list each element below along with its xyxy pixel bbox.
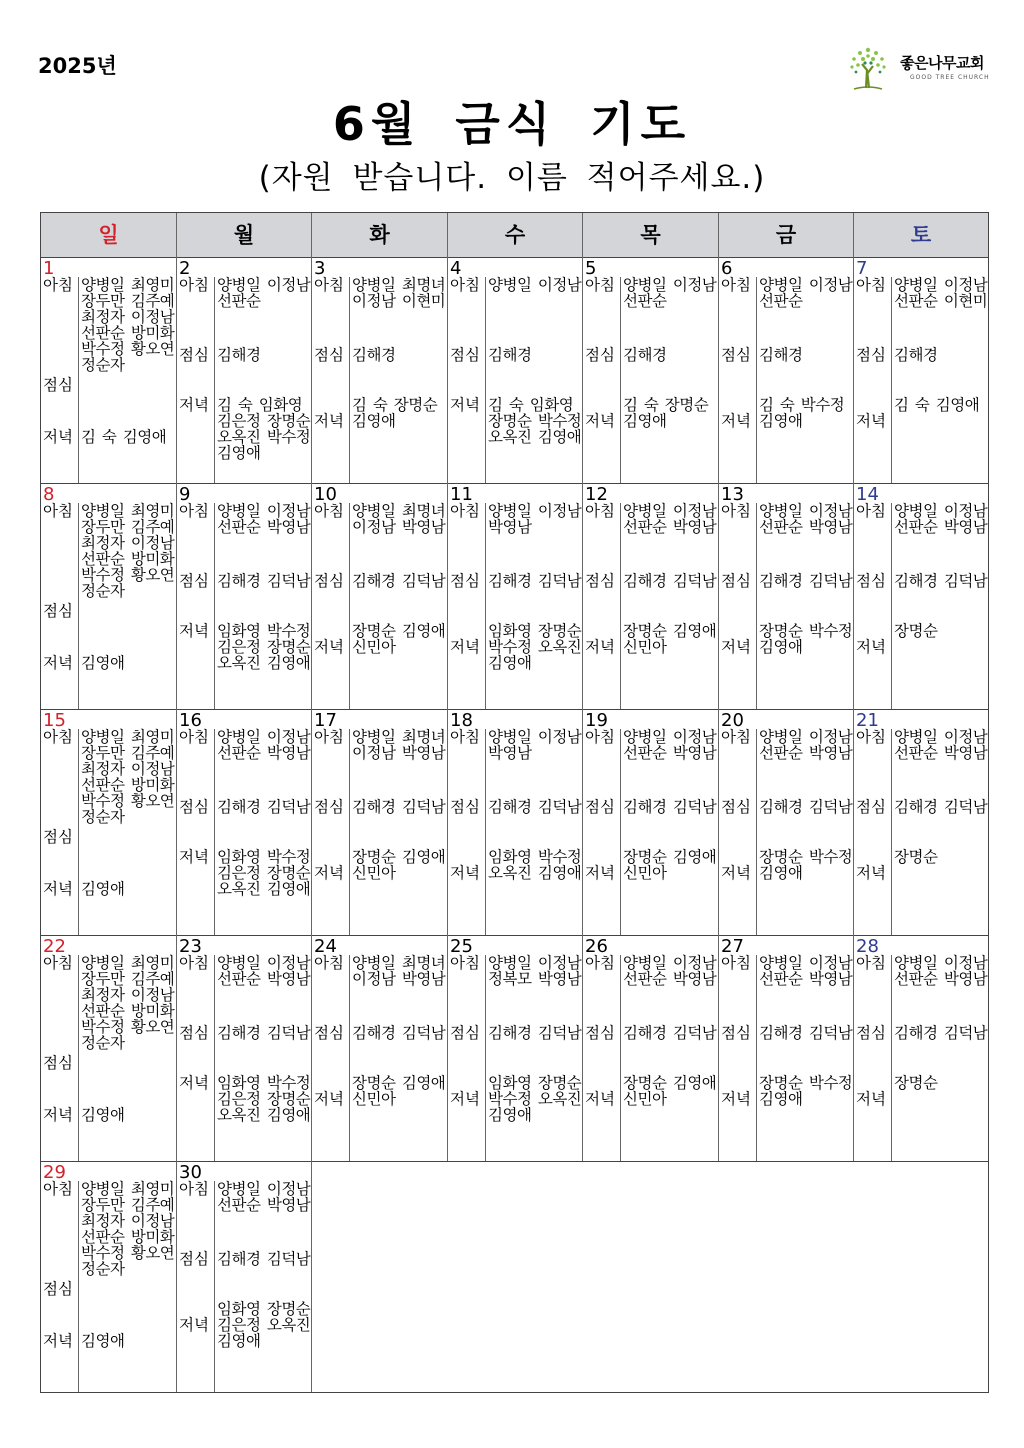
evening-label: 저녁 <box>43 654 73 672</box>
evening-names: 김 숙 장명순 김영애 <box>623 396 709 430</box>
day-number: 28 <box>856 936 879 957</box>
morning-names: 양병일 이정남 선판순 <box>623 276 717 310</box>
evening-label: 저녁 <box>314 1090 344 1108</box>
day-cell[interactable] <box>177 257 312 483</box>
cell-divider <box>78 729 79 935</box>
day-number: 29 <box>43 1162 66 1183</box>
evening-label: 저녁 <box>856 412 886 430</box>
morning-label: 아침 <box>314 954 344 972</box>
page-title: 6월 금식 기도 <box>332 97 692 151</box>
day-cell[interactable] <box>719 257 854 483</box>
lunch-label: 점심 <box>314 798 344 816</box>
day-number: 8 <box>43 484 55 505</box>
lunch-label: 점심 <box>43 828 73 846</box>
lunch-names: 김해경 김덕남 <box>217 572 311 590</box>
evening-label: 저녁 <box>450 864 480 882</box>
day-number: 23 <box>179 936 202 957</box>
church-logo <box>846 44 996 94</box>
year-label: 2025년 <box>38 54 117 78</box>
cell-divider <box>214 955 215 1161</box>
day-number: 27 <box>721 936 744 957</box>
day-number: 21 <box>856 710 879 731</box>
morning-names: 양병일 이정남 선판순 박영남 <box>759 954 853 988</box>
day-number: 11 <box>450 484 473 505</box>
day-number: 16 <box>179 710 202 731</box>
day-number: 26 <box>585 936 608 957</box>
evening-label: 저녁 <box>856 1090 886 1108</box>
morning-label: 아침 <box>43 728 73 746</box>
evening-names: 장명순 <box>894 848 938 866</box>
lunch-label: 점심 <box>179 1250 209 1268</box>
day-cell[interactable] <box>719 935 854 1161</box>
day-number: 24 <box>314 936 337 957</box>
cell-divider <box>620 277 621 483</box>
morning-label: 아침 <box>179 954 209 972</box>
lunch-names: 김해경 김덕남 <box>894 1024 988 1042</box>
church-english-name: GOOD TREE CHURCH <box>910 74 990 81</box>
week-row <box>41 1161 988 1392</box>
day-cell[interactable] <box>312 257 448 483</box>
day-cell[interactable] <box>583 483 719 709</box>
evening-names: 김영애 <box>81 1106 125 1124</box>
lunch-names: 김해경 김덕남 <box>894 798 988 816</box>
evening-label: 저녁 <box>314 638 344 656</box>
evening-label: 저녁 <box>43 1332 73 1350</box>
evening-label: 저녁 <box>585 412 615 430</box>
cell-divider <box>756 503 757 709</box>
morning-names: 양병일 이정남 선판순 박영남 <box>894 728 988 762</box>
cell-divider <box>214 503 215 709</box>
lunch-names: 김해경 <box>759 346 803 364</box>
evening-names: 장명순 김영애 신민아 <box>352 848 446 882</box>
day-number: 17 <box>314 710 337 731</box>
cell-divider <box>485 955 486 1161</box>
morning-names: 양병일 이정남 선판순 박영남 <box>759 502 853 536</box>
evening-names: 장명순 박수정 김영애 <box>759 1074 853 1108</box>
day-number: 5 <box>585 258 597 279</box>
day-cell[interactable] <box>583 935 719 1161</box>
day-number: 30 <box>179 1162 202 1183</box>
morning-names: 양병일 이정남 선판순 박영남 <box>217 728 311 762</box>
lunch-label: 점심 <box>856 572 886 590</box>
day-number: 4 <box>450 258 462 279</box>
lunch-label: 점심 <box>450 346 480 364</box>
evening-label: 저녁 <box>179 396 209 414</box>
day-number: 3 <box>314 258 326 279</box>
evening-names: 임화영 박수정 김은정 장명순 오옥진 김영애 <box>217 1074 311 1124</box>
cell-divider <box>485 277 486 483</box>
morning-label: 아침 <box>179 502 209 520</box>
weekday-mon: 월 <box>177 213 312 257</box>
cell-divider <box>485 729 486 935</box>
lunch-names: 김해경 <box>352 346 396 364</box>
weekday-header <box>41 213 988 258</box>
morning-label: 아침 <box>856 502 886 520</box>
morning-names: 양병일 이정남 선판순 박영남 <box>894 954 988 988</box>
morning-names: 양병일 최명녀 이정남 박영남 <box>352 502 446 536</box>
evening-label: 저녁 <box>179 622 209 640</box>
cell-divider <box>620 729 621 935</box>
evening-label: 저녁 <box>179 848 209 866</box>
evening-names: 장명순 김영애 신민아 <box>623 622 717 656</box>
lunch-names: 김해경 <box>623 346 667 364</box>
morning-names: 양병일 이정남 박영남 <box>488 728 582 762</box>
cell-divider <box>485 503 486 709</box>
morning-names: 양병일 이정남 정복모 박영남 <box>488 954 582 988</box>
day-cell[interactable] <box>854 709 988 935</box>
cell-divider <box>78 503 79 709</box>
lunch-names: 김해경 김덕남 <box>623 572 717 590</box>
cell-divider <box>756 277 757 483</box>
cell-divider <box>756 729 757 935</box>
day-cell[interactable] <box>854 257 988 483</box>
morning-names: 양병일 이정남 선판순 <box>759 276 853 310</box>
lunch-label: 점심 <box>721 572 751 590</box>
morning-label: 아침 <box>856 276 886 294</box>
cell-divider <box>78 955 79 1161</box>
morning-label: 아침 <box>856 954 886 972</box>
day-cell[interactable] <box>177 1161 312 1392</box>
day-cell[interactable] <box>854 935 988 1161</box>
morning-names: 양병일 이정남 선판순 박영남 <box>217 1180 311 1214</box>
lunch-names: 김해경 김덕남 <box>759 1024 853 1042</box>
lunch-label: 점심 <box>314 572 344 590</box>
evening-names: 장명순 김영애 신민아 <box>623 848 717 882</box>
week-row <box>41 709 988 936</box>
calendar-grid <box>40 212 989 1393</box>
morning-names: 양병일 이정남 박영남 <box>488 502 582 536</box>
morning-names: 양병일 이정남 선판순 박영남 <box>623 954 717 988</box>
day-cell[interactable] <box>41 1161 177 1392</box>
evening-label: 저녁 <box>450 1090 480 1108</box>
evening-label: 저녁 <box>585 1090 615 1108</box>
cell-divider <box>891 277 892 483</box>
evening-names: 김 숙 장명순 김영애 <box>352 396 438 430</box>
lunch-names: 김해경 김덕남 <box>759 572 853 590</box>
lunch-names: 김해경 김덕남 <box>488 572 582 590</box>
morning-names: 양병일 최영미 장두만 김주예 최정자 이정남 선판순 방미화 박수정 황오연 정순자 <box>81 502 175 600</box>
morning-names: 양병일 이정남 선판순 이현미 <box>894 276 988 310</box>
morning-label: 아침 <box>314 502 344 520</box>
cell-divider <box>214 277 215 483</box>
lunch-names: 김해경 김덕남 <box>759 798 853 816</box>
morning-label: 아침 <box>450 954 480 972</box>
lunch-names: 김해경 김덕남 <box>217 798 311 816</box>
lunch-label: 점심 <box>721 346 751 364</box>
evening-names: 임화영 박수정 김은정 장명순 오옥진 김영애 <box>217 622 311 672</box>
evening-names: 김 숙 김영애 <box>894 396 980 414</box>
lunch-names: 김해경 <box>488 346 532 364</box>
morning-names: 양병일 이정남 선판순 박영남 <box>623 728 717 762</box>
lunch-label: 점심 <box>43 602 73 620</box>
cell-divider <box>349 729 350 935</box>
day-cell[interactable] <box>719 709 854 935</box>
day-cell[interactable] <box>854 483 988 709</box>
evening-label: 저녁 <box>856 638 886 656</box>
morning-label: 아침 <box>721 954 751 972</box>
evening-names: 임화영 장명순 박수정 오옥진 김영애 <box>488 622 582 672</box>
day-cell[interactable] <box>448 935 583 1161</box>
lunch-names: 김해경 김덕남 <box>488 1024 582 1042</box>
day-number: 6 <box>721 258 733 279</box>
day-cell[interactable] <box>312 935 448 1161</box>
day-number: 22 <box>43 936 66 957</box>
evening-label: 저녁 <box>721 638 751 656</box>
morning-label: 아침 <box>314 276 344 294</box>
morning-label: 아침 <box>43 502 73 520</box>
morning-label: 아침 <box>721 728 751 746</box>
lunch-names: 김해경 김덕남 <box>623 1024 717 1042</box>
week-row <box>41 257 988 484</box>
page-subtitle: (자원 받습니다. 이름 적어주세요.) <box>258 160 766 196</box>
lunch-names: 김해경 김덕남 <box>894 572 988 590</box>
day-cell[interactable] <box>177 935 312 1161</box>
day-cell[interactable] <box>719 483 854 709</box>
day-number: 12 <box>585 484 608 505</box>
morning-label: 아침 <box>179 728 209 746</box>
lunch-label: 점심 <box>721 798 751 816</box>
evening-names: 김 숙 임화영 장명순 박수정 오옥진 김영애 <box>488 396 582 446</box>
day-cell[interactable] <box>583 709 719 935</box>
morning-label: 아침 <box>585 954 615 972</box>
church-name: 좋은나무교회 <box>900 54 984 72</box>
morning-label: 아침 <box>585 728 615 746</box>
tree-logo-icon <box>846 44 890 94</box>
evening-names: 임화영 장명순 박수정 오옥진 김영애 <box>488 1074 582 1124</box>
morning-names: 양병일 이정남 선판순 <box>217 276 311 310</box>
morning-label: 아침 <box>43 276 73 294</box>
lunch-label: 점심 <box>585 798 615 816</box>
evening-label: 저녁 <box>314 412 344 430</box>
cell-divider <box>349 503 350 709</box>
evening-names: 장명순 박수정 김영애 <box>759 848 853 882</box>
lunch-names: 김해경 김덕남 <box>352 572 446 590</box>
lunch-label: 점심 <box>179 798 209 816</box>
morning-label: 아침 <box>314 728 344 746</box>
evening-names: 장명순 <box>894 1074 938 1092</box>
morning-label: 아침 <box>721 502 751 520</box>
day-cell[interactable] <box>41 257 177 483</box>
morning-label: 아침 <box>179 1180 209 1198</box>
evening-label: 저녁 <box>43 1106 73 1124</box>
lunch-label: 점심 <box>585 346 615 364</box>
morning-label: 아침 <box>43 1180 73 1198</box>
cell-divider <box>620 955 621 1161</box>
evening-label: 저녁 <box>585 864 615 882</box>
morning-names: 양병일 이정남 선판순 박영남 <box>623 502 717 536</box>
day-number: 18 <box>450 710 473 731</box>
morning-names: 양병일 최명녀 이정남 박영남 <box>352 728 446 762</box>
day-number: 14 <box>856 484 879 505</box>
day-cell[interactable] <box>312 483 448 709</box>
cell-divider <box>756 955 757 1161</box>
evening-label: 저녁 <box>450 638 480 656</box>
day-cell[interactable] <box>448 483 583 709</box>
evening-names: 임화영 박수정 김은정 장명순 오옥진 김영애 <box>217 848 311 898</box>
morning-label: 아침 <box>179 276 209 294</box>
evening-label: 저녁 <box>585 638 615 656</box>
day-cell[interactable] <box>177 709 312 935</box>
morning-label: 아침 <box>450 502 480 520</box>
cell-divider <box>78 1181 79 1392</box>
lunch-label: 점심 <box>43 1280 73 1298</box>
morning-names: 양병일 최영미 장두만 김주예 최정자 이정남 선판순 방미화 박수정 황오연 정순자 <box>81 954 175 1052</box>
cell-divider <box>214 729 215 935</box>
day-cell[interactable] <box>448 709 583 935</box>
day-cell[interactable] <box>177 483 312 709</box>
lunch-names: 김해경 <box>217 346 261 364</box>
lunch-names: 김해경 <box>894 346 938 364</box>
morning-label: 아침 <box>721 276 751 294</box>
day-number: 13 <box>721 484 744 505</box>
evening-names: 장명순 박수정 김영애 <box>759 622 853 656</box>
day-number: 25 <box>450 936 473 957</box>
evening-names: 장명순 <box>894 622 938 640</box>
cell-divider <box>214 1181 215 1392</box>
lunch-label: 점심 <box>450 1024 480 1042</box>
week-row <box>41 935 988 1162</box>
morning-label: 아침 <box>450 728 480 746</box>
morning-label: 아침 <box>585 502 615 520</box>
cell-divider <box>349 955 350 1161</box>
morning-label: 아침 <box>585 276 615 294</box>
evening-names: 김 숙 임화영 김은정 장명순 오옥진 박수정 김영애 <box>217 396 311 462</box>
day-number: 9 <box>179 484 191 505</box>
evening-names: 김영애 <box>81 1332 125 1350</box>
evening-label: 저녁 <box>721 864 751 882</box>
evening-names: 김영애 <box>81 880 125 898</box>
lunch-names: 김해경 김덕남 <box>623 798 717 816</box>
morning-names: 양병일 최영미 장두만 김주예 최정자 이정남 선판순 방미화 박수정 황오연 정순자 <box>81 276 175 374</box>
week-row <box>41 483 988 710</box>
weekday-fri: 금 <box>719 213 854 257</box>
morning-names: 양병일 이정남 선판순 박영남 <box>894 502 988 536</box>
evening-names: 장명순 김영애 신민아 <box>352 622 446 656</box>
evening-label: 저녁 <box>450 396 480 414</box>
lunch-label: 점심 <box>721 1024 751 1042</box>
lunch-label: 점심 <box>43 376 73 394</box>
lunch-label: 점심 <box>179 346 209 364</box>
evening-label: 저녁 <box>43 880 73 898</box>
lunch-label: 점심 <box>585 572 615 590</box>
morning-label: 아침 <box>450 276 480 294</box>
evening-label: 저녁 <box>856 864 886 882</box>
lunch-names: 김해경 김덕남 <box>352 1024 446 1042</box>
evening-label: 저녁 <box>179 1074 209 1092</box>
weekday-wed: 수 <box>448 213 583 257</box>
day-cell[interactable] <box>41 483 177 709</box>
evening-names: 장명순 김영애 신민아 <box>623 1074 717 1108</box>
lunch-names: 김해경 김덕남 <box>488 798 582 816</box>
evening-names: 김 숙 김영애 <box>81 428 167 446</box>
morning-label: 아침 <box>43 954 73 972</box>
weekday-tue: 화 <box>312 213 448 257</box>
evening-label: 저녁 <box>179 1316 209 1334</box>
evening-label: 저녁 <box>43 428 73 446</box>
day-cell[interactable] <box>312 709 448 935</box>
day-number: 1 <box>43 258 55 279</box>
lunch-label: 점심 <box>585 1024 615 1042</box>
cell-divider <box>349 277 350 483</box>
weekday-thu: 목 <box>583 213 719 257</box>
evening-names: 임화영 박수정 오옥진 김영애 <box>488 848 582 882</box>
lunch-label: 점심 <box>450 798 480 816</box>
lunch-label: 점심 <box>314 1024 344 1042</box>
evening-names: 임화영 장명순 김은정 오옥진 김영애 <box>217 1300 311 1350</box>
morning-names: 양병일 최명녀 이정남 이현미 <box>352 276 446 310</box>
day-number: 15 <box>43 710 66 731</box>
evening-names: 김 숙 박수정 김영애 <box>759 396 845 430</box>
lunch-names: 김해경 김덕남 <box>217 1024 311 1042</box>
morning-names: 양병일 이정남 <box>488 276 582 294</box>
evening-label: 저녁 <box>721 412 751 430</box>
evening-label: 저녁 <box>721 1090 751 1108</box>
day-number: 2 <box>179 258 191 279</box>
day-number: 20 <box>721 710 744 731</box>
cell-divider <box>891 955 892 1161</box>
cell-divider <box>78 277 79 483</box>
lunch-label: 점심 <box>856 1024 886 1042</box>
morning-names: 양병일 이정남 선판순 박영남 <box>759 728 853 762</box>
morning-names: 양병일 최명녀 이정남 박영남 <box>352 954 446 988</box>
morning-names: 양병일 최영미 장두만 김주예 최정자 이정남 선판순 방미화 박수정 황오연 정순자 <box>81 1180 175 1278</box>
weekday-sun: 일 <box>41 213 177 257</box>
lunch-label: 점심 <box>179 572 209 590</box>
lunch-label: 점심 <box>43 1054 73 1072</box>
lunch-label: 점심 <box>314 346 344 364</box>
morning-label: 아침 <box>856 728 886 746</box>
day-cell[interactable] <box>448 257 583 483</box>
cell-divider <box>620 503 621 709</box>
weekday-sat: 토 <box>910 223 932 247</box>
day-number: 7 <box>856 258 868 279</box>
lunch-label: 점심 <box>856 346 886 364</box>
day-number: 10 <box>314 484 337 505</box>
lunch-names: 김해경 김덕남 <box>217 1250 311 1268</box>
lunch-label: 점심 <box>450 572 480 590</box>
morning-names: 양병일 이정남 선판순 박영남 <box>217 954 311 988</box>
morning-names: 양병일 이정남 선판순 박영남 <box>217 502 311 536</box>
lunch-label: 점심 <box>856 798 886 816</box>
lunch-label: 점심 <box>179 1024 209 1042</box>
day-cell[interactable] <box>41 709 177 935</box>
cell-divider <box>891 503 892 709</box>
morning-names: 양병일 최영미 장두만 김주예 최정자 이정남 선판순 방미화 박수정 황오연 정순자 <box>81 728 175 826</box>
day-number: 19 <box>585 710 608 731</box>
lunch-names: 김해경 김덕남 <box>352 798 446 816</box>
evening-names: 장명순 김영애 신민아 <box>352 1074 446 1108</box>
evening-names: 김영애 <box>81 654 125 672</box>
cell-divider <box>891 729 892 935</box>
day-cell[interactable] <box>41 935 177 1161</box>
evening-label: 저녁 <box>314 864 344 882</box>
day-cell[interactable] <box>583 257 719 483</box>
